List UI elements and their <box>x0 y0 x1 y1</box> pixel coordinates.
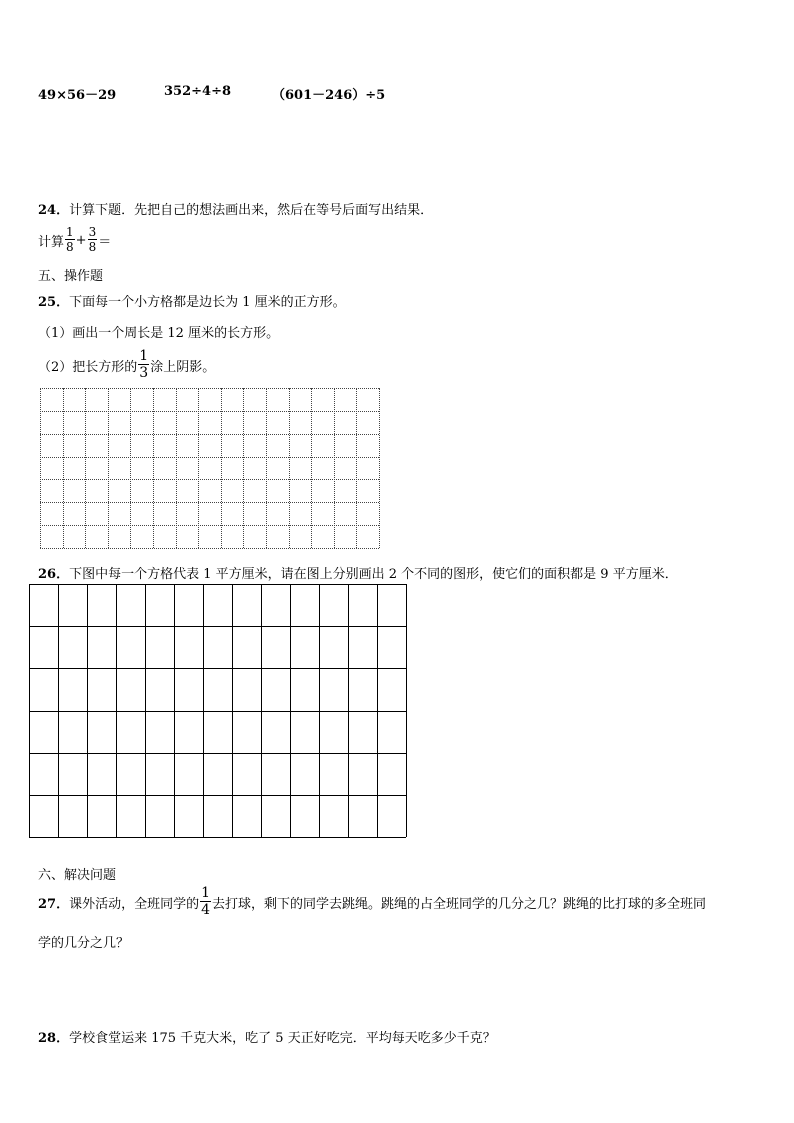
grid-line-vertical <box>153 388 154 548</box>
question-25 <box>38 291 346 310</box>
grid-line-vertical <box>311 388 312 548</box>
question-25-part-1: （1）画出一个周长是 12 厘米的长方形。 <box>38 326 280 341</box>
grid-line-horizontal <box>40 479 379 480</box>
grid-line-vertical <box>108 388 109 548</box>
grid-line-vertical <box>243 388 244 548</box>
grid-line-vertical <box>130 388 131 548</box>
dotted-square-grid[interactable] <box>40 388 379 548</box>
calc-expression-2: 352÷4÷8 <box>164 84 232 99</box>
equals-sign: ＝ <box>98 235 112 250</box>
grid-line-vertical <box>221 388 222 548</box>
question-text: 学校食堂运来 175 千克大米，吃了 5 天正好吃完．平均每天吃多少千克？ <box>69 1031 496 1046</box>
grid-line-vertical <box>198 388 199 548</box>
grid-line-vertical <box>289 388 290 548</box>
plus-sign: + <box>75 233 87 248</box>
grid-line-horizontal <box>40 411 379 412</box>
fraction-three-eighths: $\frac{3}{8}$ <box>88 225 97 254</box>
grid-line-vertical <box>334 388 335 548</box>
section-6-title: 六、解决问题 <box>38 868 117 883</box>
grid-line-vertical <box>40 388 41 548</box>
grid-line-vertical <box>406 584 407 837</box>
grid-line-vertical <box>356 388 357 548</box>
fraction-one-third: $\frac{1}{3}$ <box>139 348 149 381</box>
grid-line-horizontal <box>29 795 406 796</box>
question-number: 26． <box>38 567 70 582</box>
question-26 <box>38 563 678 582</box>
question-24 <box>38 199 433 218</box>
question-text: 下图中每一个方格代表 1 平方厘米，请在图上分别画出 2 个不同的图形，使它们的面积都是 9 平方厘米． <box>69 567 678 582</box>
grid-line-horizontal <box>29 711 406 712</box>
grid-line-horizontal <box>40 434 379 435</box>
grid-line-vertical <box>266 388 267 548</box>
grid-line-horizontal <box>29 837 406 838</box>
grid-line-horizontal <box>40 525 379 526</box>
calc-expression-1: 49×56－29 <box>38 88 117 103</box>
question-number: 24． <box>38 203 70 218</box>
question-number: 28． <box>38 1031 70 1046</box>
question-text: 下面每一个小方格都是边长为 1 厘米的正方形。 <box>69 295 346 310</box>
grid-line-vertical <box>63 388 64 548</box>
question-25-part-2: （2）把长方形的 $\frac{1}{3}$ 涂上阴影。 <box>38 348 216 381</box>
question-27: 27．课外活动，全班同学的 $\frac{1}{4}$ 去打球，剩下的同学去跳绳。跳绳的占全班同学的几分之几？跳绳的比打球的多全班同 <box>38 885 707 918</box>
solid-square-grid[interactable] <box>29 584 406 837</box>
question-number: 25． <box>38 295 70 310</box>
grid-line-horizontal <box>40 388 379 389</box>
grid-line-horizontal <box>29 584 406 585</box>
fraction-one-quarter: $\frac{1}{4}$ <box>201 885 211 918</box>
question-28 <box>38 1027 496 1046</box>
grid-line-horizontal <box>40 457 379 458</box>
fraction-one-eighth: $\frac{1}{8}$ <box>66 225 74 254</box>
grid-line-horizontal <box>29 668 406 669</box>
grid-line-vertical <box>176 388 177 548</box>
expression-prefix: 计算 <box>38 235 65 250</box>
grid-line-horizontal <box>40 502 379 503</box>
grid-line-vertical <box>85 388 86 548</box>
grid-line-horizontal <box>40 548 379 549</box>
question-27-continued: 学的几分之几？ <box>38 936 130 951</box>
grid-line-horizontal <box>29 626 406 627</box>
question-number: 27． <box>38 897 70 912</box>
grid-line-horizontal <box>29 753 406 754</box>
grid-line-vertical <box>379 388 380 548</box>
calc-expression-3: （601－246）÷5 <box>272 88 386 103</box>
question-text: 计算下题．先把自己的想法画出来，然后在等号后面写出结果． <box>69 203 434 218</box>
section-5-title: 五、操作题 <box>38 269 104 284</box>
question-24-expression <box>38 227 111 254</box>
